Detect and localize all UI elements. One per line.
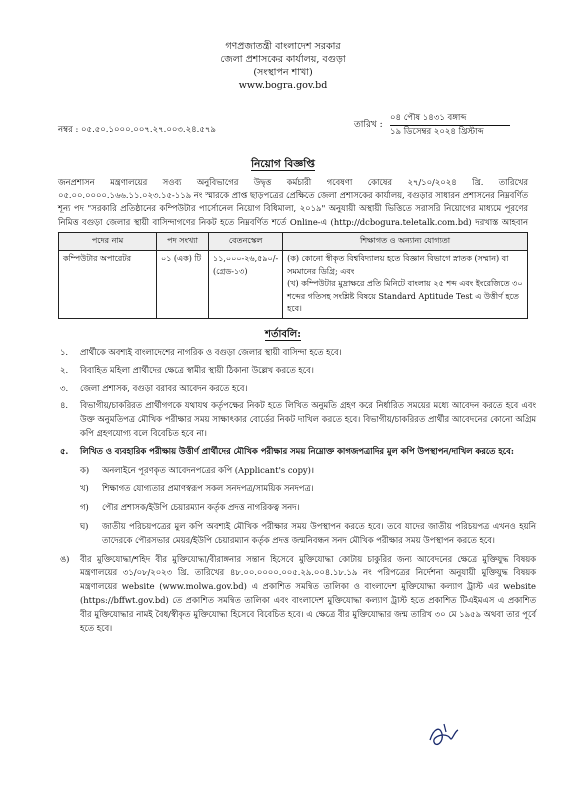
conditions-title: শর্তাবলি:	[265, 329, 301, 340]
letterhead	[0, 40, 566, 92]
table-header-row	[59, 233, 528, 251]
conditions-list	[58, 346, 536, 639]
col-header-scale: বেতনস্কেল	[209, 233, 283, 251]
table-row	[59, 251, 528, 319]
memo-number: নম্বর : ০৫.৫০.১০০০.০০৭.২৭.০০৩.২৪.৫৭৯	[58, 125, 216, 135]
col-header-qualification: শিক্ষাগত ও অন্যান্য যোগ্যতা	[283, 233, 528, 251]
condition-item: ৪. বিভাগীয়/চাকরিরত প্রার্থীগণকে যথাযথ কর্তৃপক্ষের নিকট হতে লিখিত অনুমতি গ্রহণ করে নির্ধারিত সময়ের মধ্যে আবেদন করতে হবে এবং উক্ত অনুমতিপত্র মৌখিক পরীক্ষার সময় সাক্ষাৎকার বোর্ডের নিকট দাখিল করতে হবে। বিভাগীয়/চাকরিরত প্রার্থীর আবেদনের কোনো অগ্রিম কপি গ্রহণযোগ্য বলে বিবেচিত হবে না।	[60, 400, 536, 438]
document-item: ঘ) জাতীয় পরিচয়পত্রের মুল কপি অবশ্যই মৌখিক পরীক্ষার সময় উপস্থাপন করতে হবে। তবে যাদের জাতীয় পরিচয়পত্র এখনও হয়নি তাদেরকে পৌরসভার মেয়র/ইউপি চেয়ারম্যান কর্তৃক প্রদত্ত জন্মনিবন্ধন সনদ মৌখিক পরীক্ষার সময় উপস্থাপন করতে হবে।	[80, 520, 536, 545]
signature-mark	[424, 720, 468, 754]
date-block	[390, 112, 510, 139]
condition-item: ৫. লিখিত ও ব্যবহারিক পরীক্ষায় উত্তীর্ণ প্রার্থীদের মৌখিক পরীক্ষার সময় নিম্নোক্ত কাগজপত্রাদির মুল কপি উপস্থাপন/দাখিল করতে হবে:	[60, 445, 514, 456]
date-english: ১৯ ডিসেম্বর ২০২৪ খ্রিস্টাব্দ	[390, 127, 484, 137]
intro-paragraph: জনপ্রশাসন মন্ত্রণালয়ের সওব্য অনুবিভাগের উদ্বৃত্ত কর্মচারী গবেষণা কোষের ২৭/১০/২০২৪ খ্রি. তারিখের ০৫.০০.০০০০.১৬৬.১১.০২৩.১৫-১১৯ নং স্মারকে প্রাপ্ত ছাড়পত্রের প্রেক্ষিতে জেলা প্রশাসকের কার্যালয়, বগুড়ার সাধারন প্রশাসনের নিম্নবর্ণিত শূন্য পদ "সরকারি প্রতিষ্ঠানের কম্পিউটার পার্সোনেল নিয়োগ বিধিমালা, ২০১৯" অনুযায়ী অস্থায়ী ভিত্তিতে সরাসরি নিয়োগের মাধ্যমে পূরণের নিমিত্ত বগুড়া জেলার স্থায়ী বাসিন্দাগণের নিকট হতে নিম্নবর্ণিত শর্তে Online-এ (http://dcbogura.teletalk.com.bd) দরখাস্ত আহবান	[58, 177, 528, 227]
date-bangla: ০৪ পৌষ ১৪৩১ বঙ্গাব্দ	[390, 112, 510, 126]
cell-scale: ১১,০০০-২৬,৫৯০/- (গ্রেড-১৩)	[209, 251, 283, 319]
col-header-post: পদের নাম	[59, 233, 157, 251]
qualification-a: (ক) কোনো স্বীকৃত বিশ্ববিদ্যালয় হতে বিজ্ঞান বিভাগে স্নাতক (সম্মান) বা সমমানের ডিগ্রি; এবং	[287, 254, 509, 276]
col-header-count: পদ সংখ্যা	[157, 233, 209, 251]
qualification-b: (খ) কম্পিউটার মুদ্রাক্ষরে প্রতি মিনিটে বাংলায় ২৫ শব্দ এবং ইংরেজিতে ৩০ শব্দের গতিসহ সংশ্লিষ্ট বিষয়ে Standard Aptitude Test এ উত্তীর্ণ হতে হবে।	[287, 279, 523, 313]
freedom-fighter-clause: ঙ) বীর মুক্তিযোদ্ধা/শহিদ বীর মুক্তিযোদ্ধা/বীরাঙ্গনার সন্তান হিসেবে মুক্তিযোদ্ধা কোটায় চাকুরির জন্য আবেদনের ক্ষেত্রে মুক্তিযুদ্ধ বিষয়ক মন্ত্রণালয়ের ৩১/০৮/২০২৩ খ্রি. তারিখের ৪৮.০০.০০০০.০০৫.২৯.০০৪.১৮.১৯ নং পরিপত্রের নির্দেশনা অনুযায়ী মুক্তিযুদ্ধ বিষয়ক মন্ত্রণালয়ের website (www.molwa.gov.bd) এ প্রকাশিত সমন্বিত তালিকা ও বাংলাদেশ মুক্তিযোদ্ধা কল্যাণ ট্রাস্ট এর website (https://bffwt.gov.bd) তে প্রকাশিত সমন্বিত তালিকা এবং বাংলাদেশ মুক্তিযোদ্ধা কল্যাণ ট্রাস্ট হতে প্রকাশিত টিএইমএস এ প্রকাশিত বীর মুক্তিযোদ্ধার নামই বৈধ/স্বীকৃত মুক্তিযোদ্ধা হিসেবে বিবেচিত হবে। এ ক্ষেত্রে বীর মুক্তিযোদ্ধার জন্ম তারিখ ৩০ মে ১৯৫৯ অথবা তার পূর্বে হতে হবে।	[60, 553, 536, 633]
cell-count: ০১ (এক) টি	[157, 251, 209, 319]
office-name: জেলা প্রশাসকের কার্যালয়, বগুড়া	[220, 54, 346, 65]
govt-name: গণপ্রজাতন্ত্রী বাংলাদেশ সরকার	[225, 41, 341, 52]
cell-post: কম্পিউটার অপারেটর	[59, 251, 157, 319]
document-item: গ) পৌর প্রশাসক/ইউপি চেয়ারম্যান কর্তৃক প্রদত্ত নাগরিকত্ব সনদ।	[80, 502, 300, 513]
condition-item: ১. প্রার্থীকে অবশ্যই বাংলাদেশের নাগরিক ও বগুড়া জেলার স্থায়ী বাসিন্দা হতে হবে।	[60, 347, 342, 357]
notice-title: নিয়োগ বিজ্ঞপ্তি	[251, 158, 315, 170]
document-item: খ) শিক্ষাগত যোগ্যতার প্রমাণস্বরূপ সকল সনদপত্র/সাময়িক সনদপত্র।	[80, 483, 314, 494]
vacancy-table	[58, 232, 528, 319]
website-link[interactable]: www.bogra.gov.bd	[238, 80, 328, 91]
date-label: তারিখ :	[354, 120, 383, 130]
condition-item: ৩. জেলা প্রশাসক, বগুড়া বরাবর আবেদন করতে হবে।	[60, 382, 248, 393]
section-name: (সংস্থাপন শাখা)	[253, 67, 313, 78]
condition-item: ২. বিবাহিত মহিলা প্রার্থীদের ক্ষেত্রে স্বামীর স্থায়ী ঠিকানা উল্লেখ করতে হবে।	[60, 364, 314, 375]
cell-qualification	[283, 251, 528, 319]
document-item: ক) অনলাইনে পূরণকৃত আবেদনপত্রের কপি (Applicant's copy)।	[80, 464, 315, 475]
